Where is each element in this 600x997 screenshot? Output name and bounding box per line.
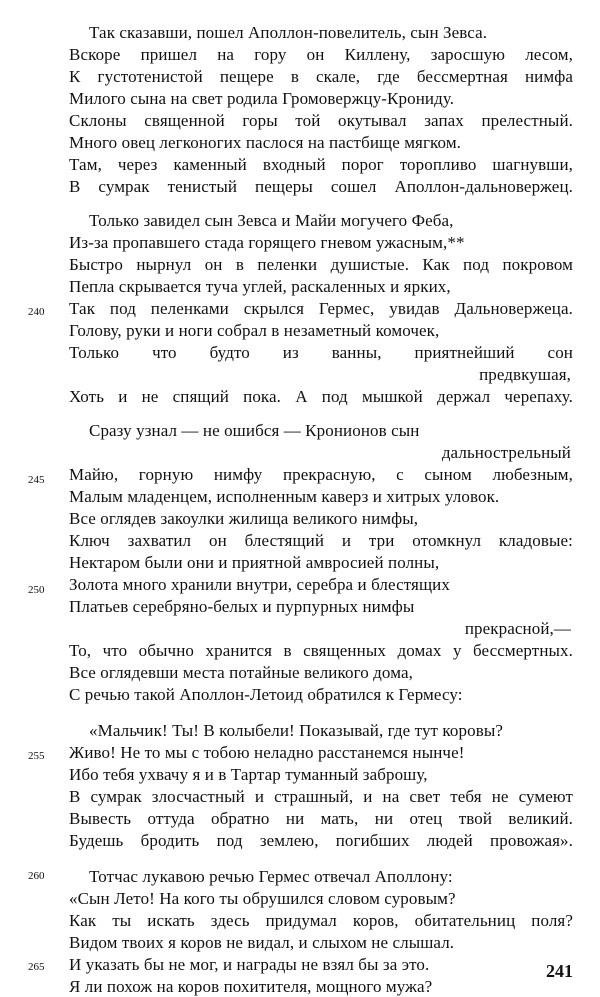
verse-line: Много овец легконогих паслося на пастбище мягком.: [69, 133, 462, 152]
verse-line: С речью такой Аполлон-Летоид обратился к Гермесу:: [69, 685, 463, 704]
verse-line: Сразу узнал — не ошибся — Кронионов сын: [89, 421, 420, 440]
verse-line: Живо! Не то мы с тобою неладно расстанемся нынче!: [69, 743, 465, 762]
verse-line: В сумрак тенистый пещеры сошел Аполлон-дальновержец.: [69, 177, 573, 196]
verse-line: Все оглядев закоулки жилища великого нимфы,: [69, 509, 419, 528]
verse-line: «Сын Лето! На кого ты обрушился словом суровым?: [69, 889, 456, 908]
verse-line: И указать бы не мог, и награды не взял бы за это.: [69, 955, 430, 974]
verse-line: «Мальчик! Ты! В колыбели! Показывай, где тут коровы?: [89, 721, 504, 740]
verse-line: Хоть и не спящий пока. А под мышкой держал черепаху.: [69, 387, 573, 406]
verse-line: Милого сына на свет родила Громовержцу-Крониду.: [69, 89, 455, 108]
verse-line: Видом твоих я коров не видал, и слыхом не слышал.: [69, 933, 455, 952]
verse-line: Малым младенцем, исполненным каверз и хитрых уловок.: [69, 487, 500, 506]
verse-line: Я ли похож на коров похитителя, мощного мужа?: [69, 977, 433, 996]
verse-line: К густотенистой пещере в скале, где бессмертная нимфа: [69, 67, 573, 86]
verse-line: Пепла скрывается туча углей, раскаленных и ярких,: [69, 277, 451, 296]
verse-line: Там, через каменный входный порог торопливо шагнувши,: [69, 155, 573, 174]
line-number: 260: [28, 870, 45, 882]
verse-line: Склоны священной горы той окутывал запах прелестный.: [69, 111, 573, 130]
line-number: 240: [28, 306, 45, 318]
verse-line: Майю, горную нимфу прекрасную, с сыном любезным,: [69, 465, 573, 484]
line-number: 245: [28, 474, 45, 486]
verse-line: Платьев серебряно-белых и пурпурных нимфы: [69, 597, 415, 616]
page-number: 241: [546, 961, 573, 981]
verse-line: Только завидел сын Зевса и Майи могучего Феба,: [89, 211, 454, 230]
verse-line: В сумрак злосчастный и страшный, и на свет тебя не сумеют: [69, 787, 573, 806]
verse-line: Вскоре пришел на гору он Киллену, заросшую лесом,: [69, 45, 573, 64]
verse-line-continuation: предвкушая,: [479, 365, 571, 384]
verse-line: Как ты искать здесь придумал коров, обитательниц поля?: [69, 911, 573, 930]
verse-line: Будешь бродить под землею, погибших людей провожая».: [69, 831, 573, 850]
verse-line: То, что обычно хранится в священных домах у бессмертных.: [69, 641, 573, 660]
verse-line: Быстро нырнул он в пеленки душистые. Как под покровом: [69, 255, 573, 274]
verse-line: Тотчас лукавою речью Гермес отвечал Аполлону:: [89, 867, 453, 886]
verse-line: Вывесть оттуда обратно ни мать, ни отец твой великий.: [69, 809, 573, 828]
line-number: 250: [28, 584, 45, 596]
line-number: 265: [28, 961, 45, 973]
verse-line: Ключ захватил он блестящий и три отомкнул кладовые:: [69, 531, 573, 550]
verse-line: Нектаром были они и приятной амвросией полны,: [69, 553, 440, 572]
line-number: 255: [28, 750, 45, 762]
verse-line: Так сказавши, пошел Аполлон-повелитель, сын Зевса.: [89, 23, 488, 42]
verse-line: Так под пеленками скрылся Гермес, увидав Дальновержеца.: [69, 299, 573, 318]
verse-line-continuation: прекрасной,—: [464, 619, 571, 638]
verse-line: Все оглядевши места потайные великого дома,: [69, 663, 413, 682]
verse-line-continuation: дальнострельный: [441, 443, 571, 462]
verse-line: Золота много хранили внутри, серебра и блестящих: [69, 575, 450, 594]
verse-line: Голову, руки и ноги собрал в незаметный комочек,: [69, 321, 440, 340]
verse-line: Ибо тебя ухвачу я и в Тартар туманный заброшу,: [69, 765, 428, 784]
verse-line: Из-за пропавшего стада горящего гневом ужасным,**: [69, 233, 465, 252]
verse-line: Только что будто из ванны, приятнейший сон: [69, 343, 573, 362]
